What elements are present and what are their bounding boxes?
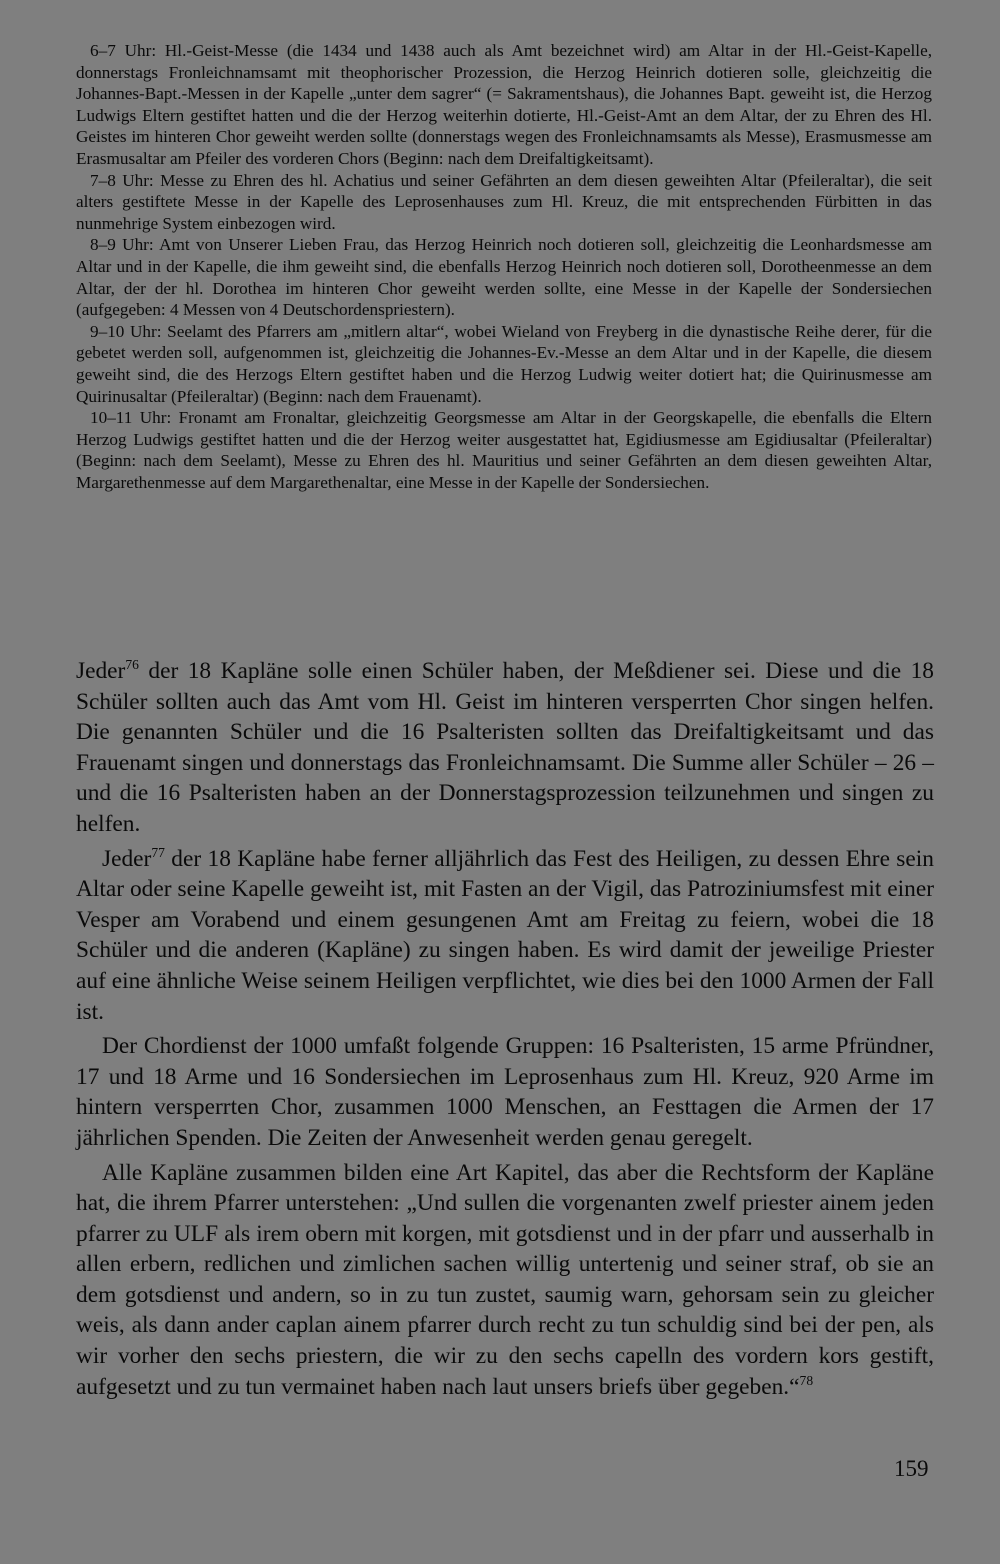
- page-number: 159: [894, 1456, 929, 1481]
- schedule-entry-6-7: 6–7 Uhr: Hl.-Geist-Messe (die 1434 und 1438 auch als Amt bezeichnet wird) am Altar in der Hl.-Geist-Kapelle, donnerstags Fronleichnamsamt mit theophorischer Prozession, die Herzog Heinrich dotieren solle, gleichzeitig die Johannes-Bapt.-Messen in der Kapelle „unter dem sagrer“ (= Sakramentshaus), die Johannes Bapt. geweiht ist, die Herzog Ludwigs Eltern gestiftet hatten und die der Herzog weiterhin dotierte, Hl.-Geist-Amt an dem Altar, der zu Ehren des Hl. Geistes im hinteren Chor geweiht werden sollte (donnerstags wegen des Fronleichnamsamts als Messe), Erasmusmesse am Erasmusaltar am Pfeiler des vorderen Chors (Beginn: nach dem Dreifaltigkeitsamt).: [76, 41, 932, 168]
- paragraph-text: der 18 Kapläne habe ferner alljährlich das Fest des Heiligen, zu dessen Ehre sein Altar oder seine Kapelle geweiht ist, mit Fasten an der Vigil, das Patroziniumsfest mit einer Vesper am Vorabend und einem gesungenen Amt am Freitag zu feiern, wobei die 18 Schüler und die anderen (Kapläne) zu singen haben. Es wird damit der jeweilige Priester auf eine ähnliche Weise seinem Heiligen verpflichtet, wie dies bei den 1000 Armen der Fall ist.: [76, 845, 934, 1025]
- mass-schedule: [76, 40, 932, 493]
- paragraph-schueler: [76, 656, 934, 840]
- paragraph-chordienst: Der Chordienst der 1000 umfaßt folgende Gruppen: 16 Psalteristen, 15 arme Pfründner, 17 und 18 Arme und 16 Sondersiechen im Leprosenhaus zum Hl. Kreuz, 920 Arme im hintern versperrten Chor, zusammen 1000 Menschen, an Festtagen die Armen der 17 jährlichen Spenden. Die Zeiten der Anwesenheit werden genau geregelt.: [76, 1033, 934, 1151]
- paragraph-text: Alle Kapläne zusammen bilden eine Art Kapitel, das aber die Rechtsform der Kapläne hat, die ihrem Pfarrer unterstehen: „Und sullen die vorgenanten zwelf priester ainem jeden pfarrer zu ULF als irem obern mit korgen, mit gotsdienst und in der pfarr und ausserhalb in allen erbern, redlichen und zimlichen sachen willig untertenig und seiner straf, ob sie an dem gotsdienst und andern, so in zu tun zustet, saumig warn, gehorsam sein zu gleicher weis, als dann ander caplan ainem pfarrer durch recht zu tun schuldig sind bei der pen, als wir vorher den sechs priestern, die wir zu den sechs capelln des vordern kors gestift, aufgesetzt und zu tun vermainet haben nach laut unsers briefs über gegeben.“: [76, 1159, 934, 1400]
- footnote-ref-76: 76: [125, 657, 139, 673]
- paragraph-lead: Jeder: [76, 658, 126, 684]
- paragraph-kapitel: [76, 1158, 934, 1403]
- footnote-ref-77: 77: [151, 844, 165, 860]
- schedule-entry-10-11: 10–11 Uhr: Fronamt am Fronaltar, gleichzeitig Georgsmesse am Altar in der Georgskapelle, die ebenfalls die Eltern Herzog Ludwigs gestiftet hatten und die der Herzog weiter ausgestattet hat, Egidiusmesse am Egidiusaltar (Pfeileraltar) (Beginn: nach dem Seelamt), Messe zu Ehren des hl. Mauritius und seiner Gefährten an dem diesen geweihten Altar, Margarethenmesse auf dem Margarethenaltar, eine Messe in der Kapelle der Sondersiechen.: [76, 408, 932, 492]
- body-text: [76, 656, 934, 1406]
- footnote-ref-78: 78: [799, 1372, 814, 1388]
- schedule-entry-7-8: 7–8 Uhr: Messe zu Ehren des hl. Achatius und seiner Gefährten an dem diesen geweihten Altar (Pfeileraltar), die seit alters gestiftete Messe in der Kapelle des Leprosenhauses zum Hl. Kreuz, die mit entsprechenden Fürbitten in das nunmehrige System einbezogen wird.: [76, 170, 932, 233]
- schedule-entry-9-10: 9–10 Uhr: Seelamt des Pfarrers am „mitlern altar“, wobei Wieland von Freyberg in die dynastische Reihe derer, für die gebetet werden soll, aufgenommen ist, gleichzeitig die Johannes-Ev.-Messe an dem Altar und in der Kapelle, die diesem geweiht sind, die des Herzogs Eltern gestiftet haben und die Herzog Ludwig weiter dotiert hat; die Quirinusmesse am Quirinusaltar (Pfeileraltar) (Beginn: nach dem Frauenamt).: [76, 321, 932, 406]
- paragraph-patrozinium: [76, 844, 934, 1028]
- paragraph-lead: Jeder: [102, 845, 152, 872]
- paragraph-text: der 18 Kapläne solle einen Schüler haben, der Meßdiener sei. Diese und die 18 Schüler sollten auch das Amt vom Hl. Geist im hinteren versperrten Chor singen helfen. Die genannten Schüler und die 16 Psalteristen sollten das Dreifaltigkeitsamt und das Frauenamt singen und donnerstags das Fronleichnamsamt. Die Summe aller Schüler – 26 – und die 16 Psalteristen haben an der Donnerstagsprozession teilzunehmen und singen zu helfen.: [76, 658, 934, 837]
- schedule-entry-8-9: 8–9 Uhr: Amt von Unserer Lieben Frau, das Herzog Heinrich noch dotieren soll, gleichzeitig die Leonhardsmesse am Altar und in der Kapelle, die ihm geweiht sind, die ebenfalls Herzog Heinrich noch dotieren soll, Dorotheenmesse an dem Altar, der der hl. Dorothea im hinteren Chor geweiht werden sollte, eine Messe in der Kapelle der Sondersiechen (aufgegeben: 4 Messen von 4 Deutschordenspriestern).: [76, 235, 932, 320]
